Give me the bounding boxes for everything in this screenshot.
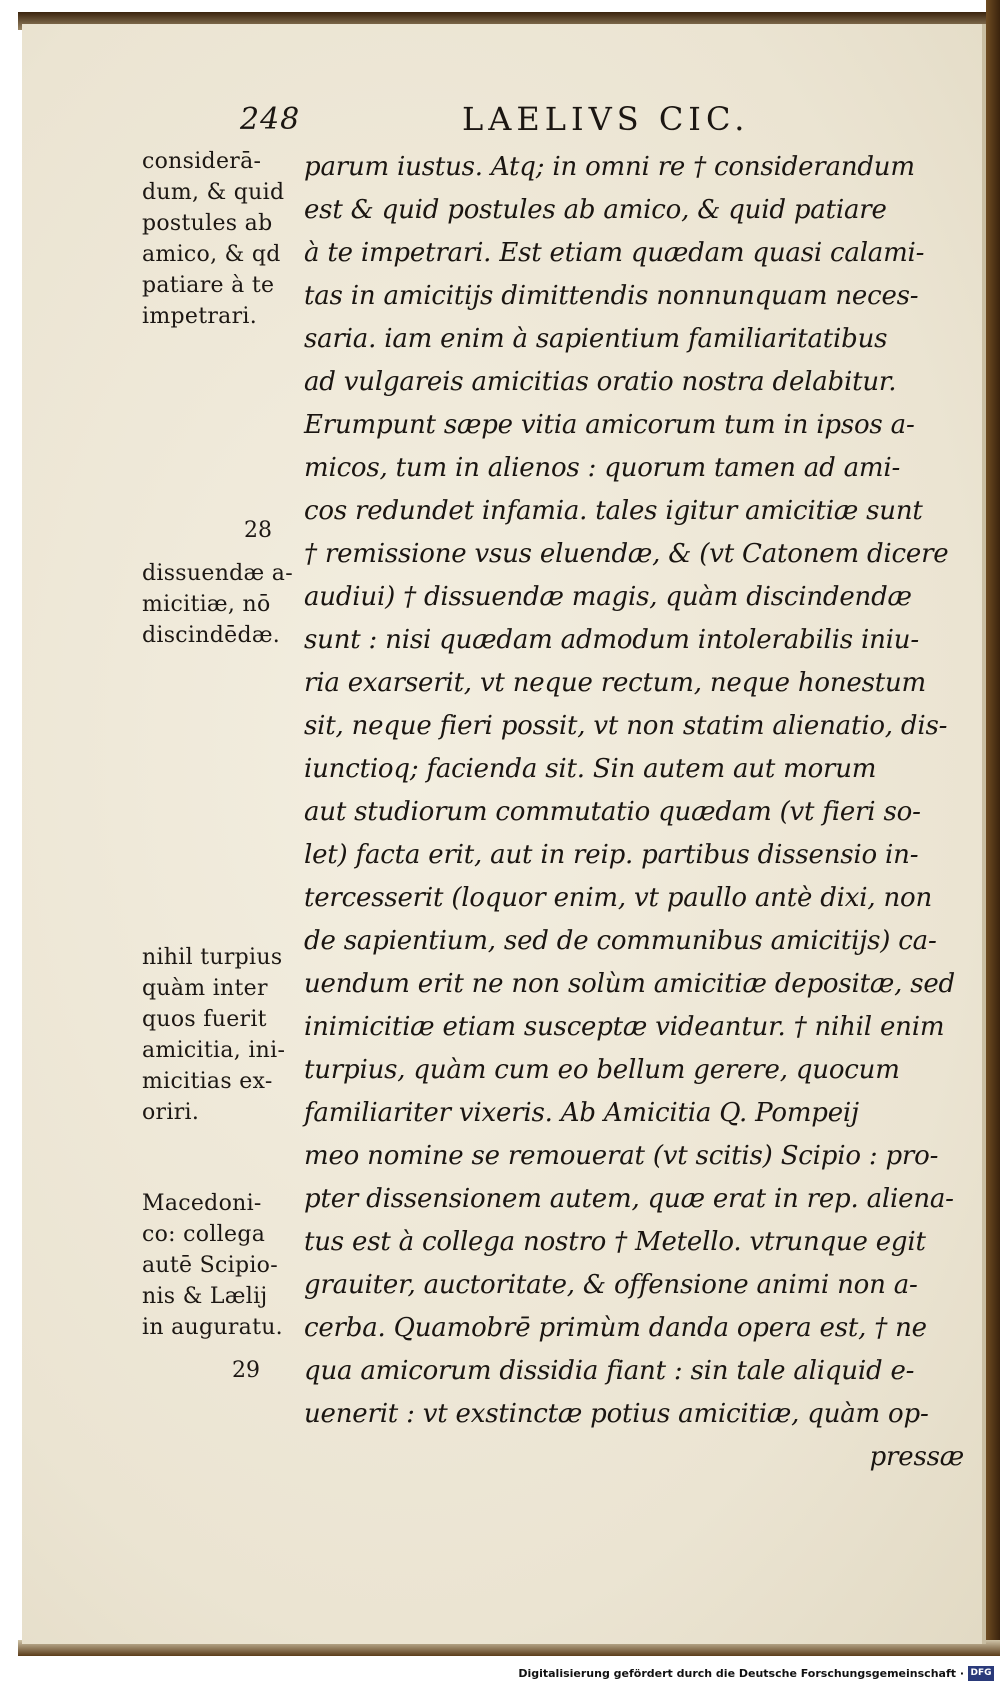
text-line: let) facta erit, aut in reip. partibus dissensio in-: [304, 840, 919, 870]
margin-note-line: oriri.: [142, 1100, 200, 1125]
text-line: meo nomine se remouerat (vt scitis) Scipio : pro-: [304, 1141, 939, 1171]
book-binding-edge: [986, 0, 1000, 1655]
margin-note-line: micitiæ, nō: [142, 592, 271, 617]
margin-note-line: patiare à te: [142, 273, 275, 298]
margin-note-line: quàm inter: [142, 976, 268, 1001]
text-line: turpius, quàm cum eo bellum gerere, quocum: [304, 1055, 900, 1085]
margin-number-28: 28: [244, 518, 272, 543]
text-line: ria exarserit, vt neque rectum, neque honestum: [304, 668, 926, 698]
margin-note-line: nihil turpius: [142, 945, 283, 970]
margin-note-line: dum, & quid: [142, 180, 285, 205]
text-line: tus est à collega nostro † Metello. vtrunque egit: [304, 1227, 926, 1257]
text-line: aut studiorum commutatio quædam (vt fieri so-: [304, 797, 921, 827]
margin-note-line: impetrari.: [142, 304, 258, 329]
margin-note-line: amico, & qd: [142, 242, 281, 267]
margin-note-considerandum: [142, 146, 302, 332]
main-text-block: [304, 146, 968, 1479]
text-line: uenerit : vt exstinctæ potius amicitiæ, quàm op-: [304, 1399, 929, 1429]
margin-note-line: Macedoni-: [142, 1191, 262, 1216]
text-line: † remissione vsus eluendæ, & (vt Catonem dicere: [304, 539, 949, 569]
text-line: Erumpunt sæpe vitia amicorum tum in ipsos a-: [304, 410, 915, 440]
text-line: saria. iam enim à sapientium familiaritatibus: [304, 324, 888, 354]
margin-note-line: nis & Lælij: [142, 1284, 268, 1309]
margin-note-line: in auguratu.: [142, 1315, 283, 1340]
text-line: audiui) † dissuendæ magis, quàm discindendæ: [304, 582, 912, 612]
running-title: LAELIVS CIC.: [462, 100, 750, 138]
text-line: pter dissensionem autem, quæ erat in rep. aliena-: [304, 1184, 954, 1214]
text-line: à te impetrari. Est etiam quædam quasi calami-: [304, 238, 925, 268]
text-line: cerba. Quamobrē primùm danda opera est, † ne: [304, 1313, 927, 1343]
margin-note-nihil-turpius: [142, 942, 302, 1128]
book-page: [22, 24, 986, 1644]
text-line: pressæ: [869, 1442, 964, 1472]
footer-credit: Digitalisierung gefördert durch die Deutsche Forschungsgemeinschaft ·: [518, 1667, 964, 1680]
text-line: ad vulgareis amicitias oratio nostra delabitur.: [304, 367, 897, 397]
text-line: inimicitiæ etiam susceptæ videantur. † nihil enim: [304, 1012, 945, 1042]
margin-note-line: co: collega: [142, 1222, 266, 1247]
text-line: est & quid postules ab amico, & quid patiare: [304, 195, 887, 225]
margin-note-line: postules ab: [142, 211, 273, 236]
margin-note-macedonico: [142, 1188, 302, 1343]
margin-note-line: considerā-: [142, 149, 262, 174]
text-line: tercesserit (loquor enim, vt paullo antè dixi, non: [304, 883, 933, 913]
page-number: 248: [240, 102, 301, 137]
running-head: [22, 94, 986, 146]
margin-note-line: discindēdæ.: [142, 623, 281, 648]
text-line: de sapientium, sed de communibus amicitijs) ca-: [304, 926, 937, 956]
text-line: sit, neque fieri possit, vt non statim alienatio, dis-: [304, 711, 948, 741]
dfg-logo: DFG: [968, 1666, 994, 1681]
text-line: micos, tum in alienos : quorum tamen ad ami-: [304, 453, 901, 483]
margin-note-line: dissuendæ a-: [142, 561, 293, 586]
margin-note-line: autē Scipio-: [142, 1253, 278, 1278]
footer-bar: [0, 1664, 1000, 1686]
text-line: sunt : nisi quædam admodum intolerabilis iniu-: [304, 625, 919, 655]
margin-note-dissuendae: [142, 558, 302, 651]
text-line: qua amicorum dissidia fiant : sin tale aliquid e-: [304, 1356, 915, 1386]
margin-note-line: micitias ex-: [142, 1069, 273, 1094]
text-line: grauiter, auctoritate, & offensione animi non a-: [304, 1270, 918, 1300]
text-line: uendum erit ne non solùm amicitiæ depositæ, sed: [304, 969, 955, 999]
text-line: familiariter vixeris. Ab Amicitia Q. Pompeij: [304, 1098, 859, 1128]
text-line: cos redundet infamia. tales igitur amicitiæ sunt: [304, 496, 923, 526]
margin-number-29: 29: [232, 1358, 260, 1383]
margin-note-line: amicitia, ini-: [142, 1038, 286, 1063]
text-line: tas in amicitijs dimittendis nonnunquam neces-: [304, 281, 919, 311]
margin-note-line: quos fuerit: [142, 1007, 267, 1032]
text-line: parum iustus. Atq; in omni re † considerandum: [304, 152, 915, 182]
text-line: iunctioq; facienda sit. Sin autem aut morum: [304, 754, 877, 784]
